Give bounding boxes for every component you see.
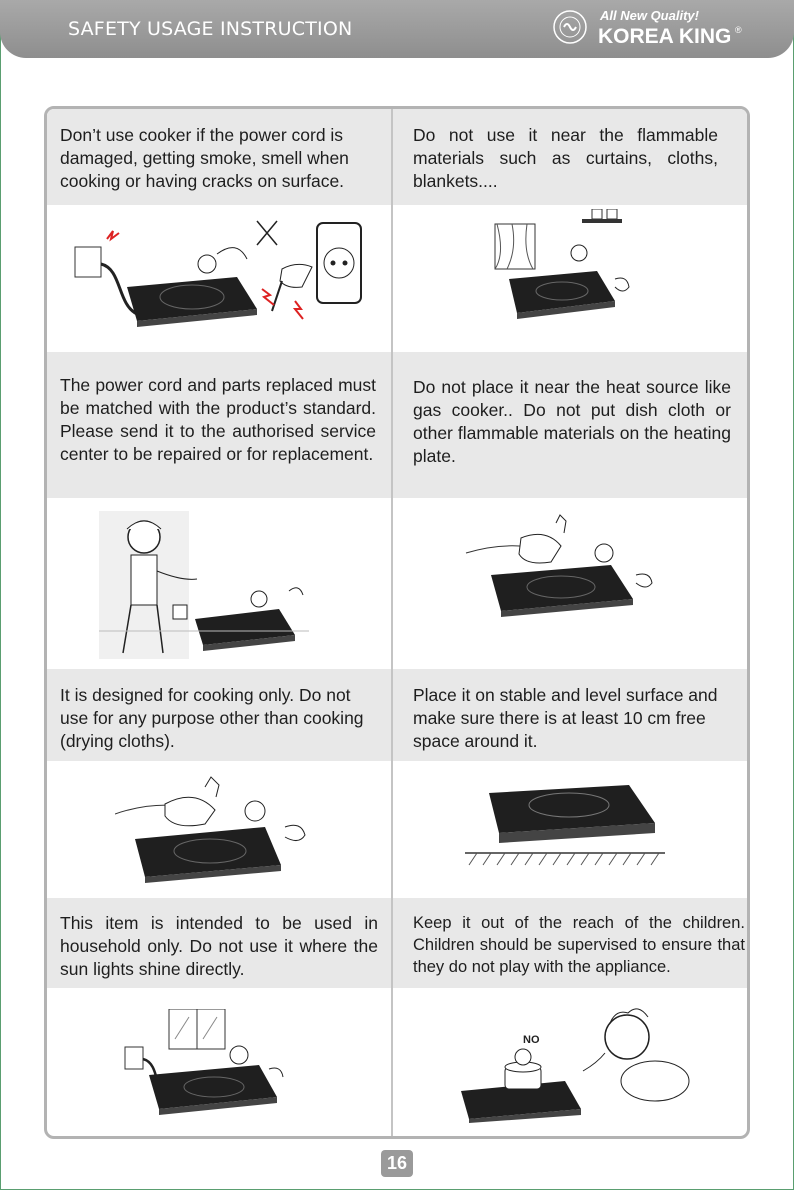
brand-tagline: All New Quality! xyxy=(600,8,699,23)
level-surface-illustration xyxy=(459,775,669,875)
heat-source-dishcloth-illustration xyxy=(461,513,671,628)
drying-cloths-illustration xyxy=(115,769,345,894)
brand-name: KOREA KING xyxy=(598,25,732,48)
instruction-text-7: This item is intended to be used in household only. Do not use it where the sun lights shine directly. xyxy=(60,913,378,979)
brand-seal-icon xyxy=(553,10,587,44)
header-title: SAFETY USAGE INSTRUCTION xyxy=(68,18,353,40)
sunlight-window-illustration xyxy=(119,1009,299,1124)
service-technician-illustration xyxy=(99,511,309,661)
child-safety-illustration xyxy=(455,997,695,1127)
instruction-text-3: The power cord and parts replaced must be matched with the product’s standard. Please send it to the authorised service center to be repaired or for replacement. xyxy=(60,375,376,464)
instructions-panel xyxy=(44,106,750,1139)
instruction-text-6: Place it on stable and level surface and make sure there is at least 10 cm free space around it. xyxy=(413,685,718,751)
instruction-text-4: Do not place it near the heat source like gas cooker.. Do not put dish cloth or other flammable materials on the heating plate. xyxy=(413,377,731,466)
no-label: NO xyxy=(523,1034,540,1046)
page-number: 16 xyxy=(381,1150,413,1177)
damaged-cord-illustration xyxy=(67,209,367,339)
brand-registered-mark: ® xyxy=(735,25,742,35)
column-divider xyxy=(391,109,393,1136)
instruction-text-1: Don’t use cooker if the power cord is damaged, getting smoke, smell when cooking or having cracks on surface. xyxy=(60,125,349,191)
flammable-curtain-illustration xyxy=(487,209,647,329)
instruction-text-2: Do not use it near the flammable materials such as curtains, cloths, blankets.... xyxy=(413,125,718,191)
page-header xyxy=(0,0,794,58)
instruction-text-5: It is designed for cooking only. Do not use for any purpose other than cooking (drying cloths). xyxy=(60,685,364,751)
instruction-text-8: Keep it out of the reach of the children. Children should be supervised to ensure that they do not play with the appliance. xyxy=(413,914,745,976)
